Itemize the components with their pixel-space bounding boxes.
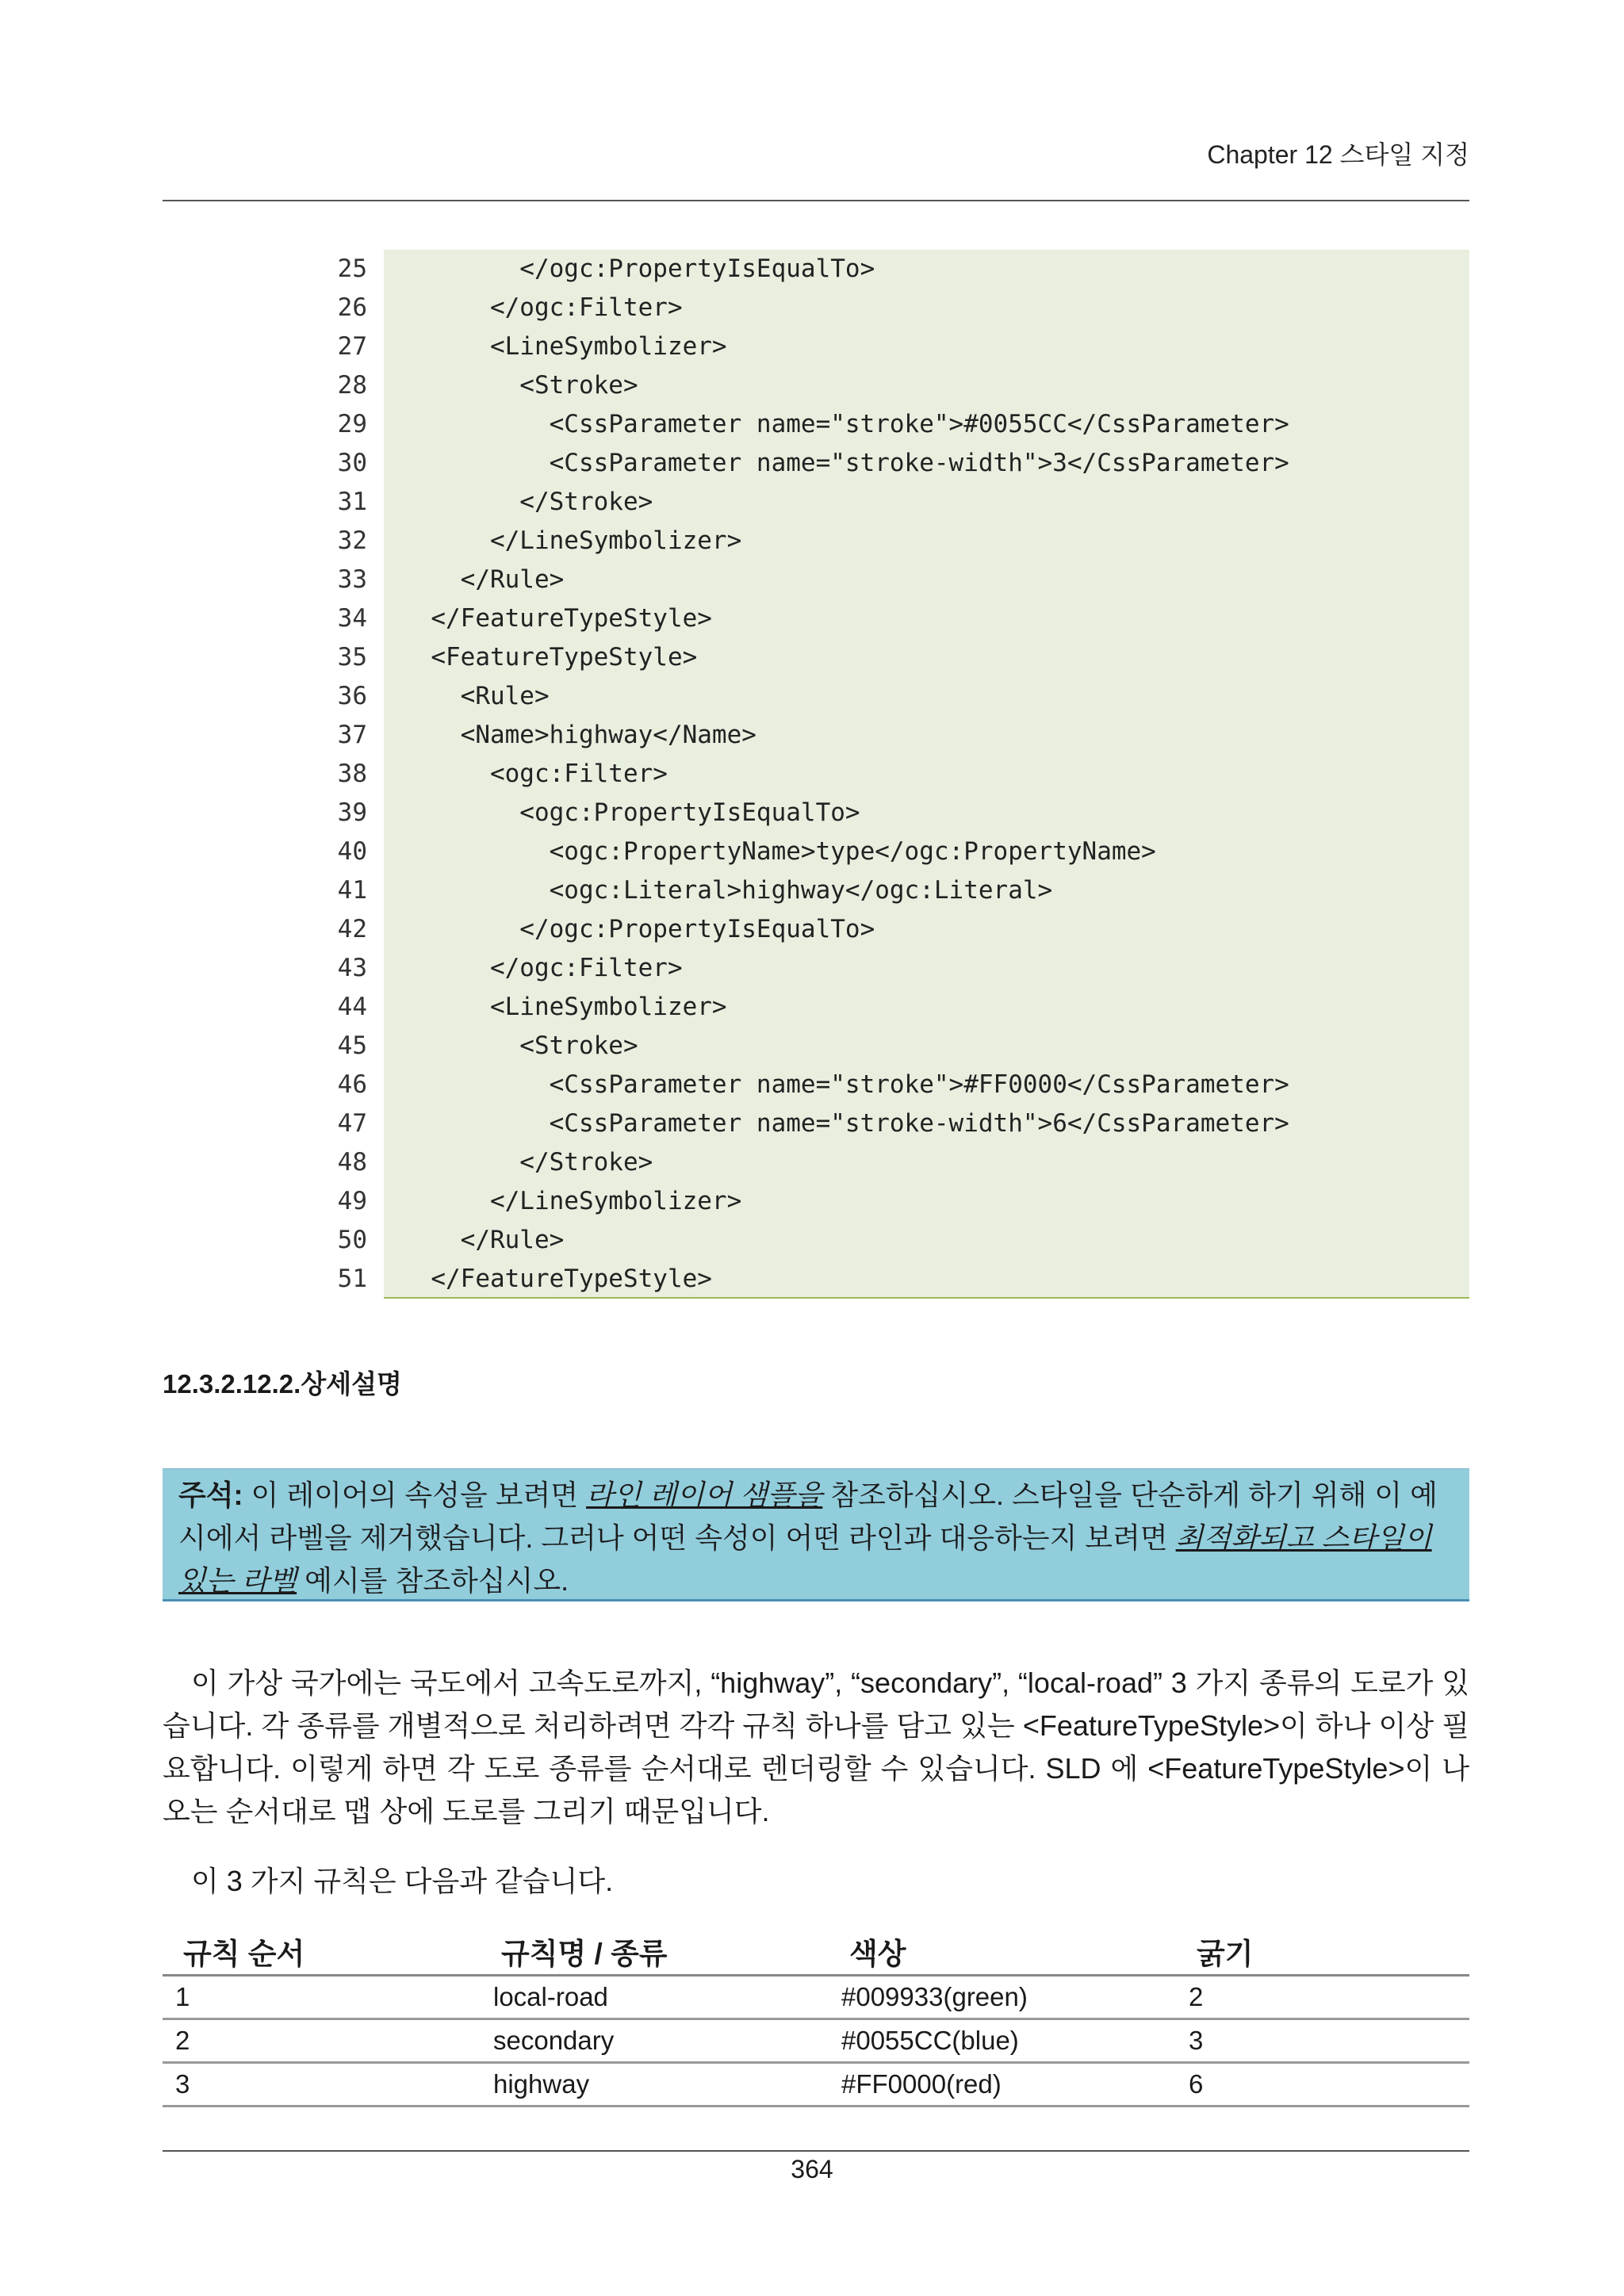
code-line	[163, 638, 1469, 677]
line-number: 37	[337, 721, 367, 749]
line-number: 32	[337, 526, 367, 555]
code-text: <ogc:Filter>	[384, 755, 1469, 794]
code-text: <CssParameter name="stroke-width">3</CssParameter>	[384, 444, 1469, 483]
chapter-title: Chapter 12 스타일 지정	[1207, 140, 1469, 169]
line-number: 27	[337, 332, 367, 361]
body-paragraph-2: 이 3 가지 규칙은 다음과 같습니다.	[191, 1865, 614, 1897]
code-line	[163, 1221, 1469, 1260]
code-text: <ogc:PropertyName>type</ogc:PropertyName>	[384, 832, 1469, 871]
line-number: 45	[337, 1031, 367, 1060]
note-label: 주석:	[178, 1479, 243, 1511]
code-line	[163, 366, 1469, 405]
code-text: <ogc:Literal>highway</ogc:Literal>	[384, 871, 1469, 910]
table-row	[163, 2063, 1469, 2107]
code-line	[163, 755, 1469, 794]
code-line	[163, 405, 1469, 444]
code-line	[163, 949, 1469, 988]
footer-divider	[163, 2150, 1469, 2152]
note-text-2: 참조하십시오. 스타일을 단순하게 하기 위해 이 예시에서 라벨을 제거했습니다. 그러나 어떤 속성이 어떤 라인과 대응하는지 보려면	[178, 1479, 1438, 1554]
code-text: </ogc:PropertyIsEqualTo>	[384, 250, 1469, 289]
code-line	[163, 716, 1469, 755]
cell-width: 2	[1176, 1976, 1469, 2019]
code-line	[163, 289, 1469, 327]
code-block	[163, 250, 1469, 1301]
code-line	[163, 444, 1469, 483]
page-number: 364	[791, 2155, 833, 2183]
line-number: 26	[337, 293, 367, 322]
code-text: </ogc:PropertyIsEqualTo>	[384, 910, 1469, 949]
header-width: 굵기	[1176, 1928, 1469, 1976]
code-line	[163, 599, 1469, 638]
line-number: 38	[337, 760, 367, 788]
code-text: </Stroke>	[384, 483, 1469, 522]
code-text: <LineSymbolizer>	[384, 988, 1469, 1027]
line-number: 49	[337, 1187, 367, 1215]
code-text: <CssParameter name="stroke">#0055CC</CssParameter>	[384, 405, 1469, 444]
code-line	[163, 327, 1469, 366]
code-text: </ogc:Filter>	[384, 289, 1469, 327]
code-line	[163, 1066, 1469, 1104]
line-number: 35	[337, 643, 367, 672]
table-header-row	[163, 1928, 1469, 1976]
code-text: </LineSymbolizer>	[384, 1182, 1469, 1221]
code-text: <Rule>	[384, 677, 1469, 716]
cell-color: #0055CC(blue)	[829, 2019, 1176, 2063]
header-color: 색상	[829, 1928, 1176, 1976]
section-title: 상세설명	[301, 1369, 402, 1399]
code-line	[163, 1182, 1469, 1221]
line-number: 44	[337, 993, 367, 1021]
code-text: </Rule>	[384, 1221, 1469, 1260]
cell-name: local-road	[481, 1976, 829, 2019]
code-line	[163, 1260, 1469, 1299]
line-layer-sample-link[interactable]: 라인 레이어 샘플을	[586, 1479, 823, 1511]
cell-width: 3	[1176, 2019, 1469, 2063]
code-text: <FeatureTypeStyle>	[384, 638, 1469, 677]
line-number: 51	[337, 1265, 367, 1293]
cell-color: #009933(green)	[829, 1976, 1176, 2019]
code-line	[163, 250, 1469, 289]
line-number: 34	[337, 604, 367, 633]
code-text: <Name>highway</Name>	[384, 716, 1469, 755]
code-line	[163, 794, 1469, 832]
line-number: 48	[337, 1148, 367, 1177]
line-number: 33	[337, 565, 367, 594]
code-text: </FeatureTypeStyle>	[384, 599, 1469, 638]
line-number: 50	[337, 1226, 367, 1254]
code-line	[163, 871, 1469, 910]
line-number: 41	[337, 876, 367, 905]
header-rule-order: 규칙 순서	[163, 1928, 481, 1976]
line-number: 28	[337, 371, 367, 400]
cell-order: 3	[163, 2063, 481, 2107]
line-number: 29	[337, 410, 367, 438]
code-line	[163, 910, 1469, 949]
note-text-3: 예시를 참조하십시오.	[297, 1564, 569, 1597]
section-heading	[163, 1364, 402, 1401]
code-text: </FeatureTypeStyle>	[384, 1260, 1469, 1299]
section-number: 12.3.2.12.2.	[163, 1369, 301, 1399]
optimized-label-link[interactable]: 최적화되고 스타일이 있는 라벨	[178, 1521, 1432, 1597]
note-box	[163, 1468, 1469, 1601]
code-line	[163, 561, 1469, 599]
cell-name: secondary	[481, 2019, 829, 2063]
code-line	[163, 1027, 1469, 1066]
line-number: 46	[337, 1070, 367, 1099]
code-text: <Stroke>	[384, 366, 1469, 405]
code-text: </Rule>	[384, 561, 1469, 599]
code-text: <CssParameter name="stroke">#FF0000</CssParameter>	[384, 1066, 1469, 1104]
code-text: </Stroke>	[384, 1143, 1469, 1182]
header-rule-name: 규칙명 / 종류	[481, 1928, 829, 1976]
code-line	[163, 832, 1469, 871]
table-row	[163, 2019, 1469, 2063]
line-number: 31	[337, 488, 367, 516]
cell-name: highway	[481, 2063, 829, 2107]
code-line	[163, 988, 1469, 1027]
code-text: <LineSymbolizer>	[384, 327, 1469, 366]
line-number: 36	[337, 682, 367, 710]
code-text: </ogc:Filter>	[384, 949, 1469, 988]
line-number: 47	[337, 1109, 367, 1138]
cell-width: 6	[1176, 2063, 1469, 2107]
code-line	[163, 483, 1469, 522]
code-line	[163, 522, 1469, 561]
code-line	[163, 677, 1469, 716]
line-number: 25	[337, 254, 367, 283]
code-line	[163, 1104, 1469, 1143]
line-number: 40	[337, 837, 367, 866]
cell-order: 2	[163, 2019, 481, 2063]
rules-table	[163, 1928, 1469, 2107]
code-line	[163, 1143, 1469, 1182]
cell-color: #FF0000(red)	[829, 2063, 1176, 2107]
code-text: <CssParameter name="stroke-width">6</CssParameter>	[384, 1104, 1469, 1143]
note-text-1: 이 레이어의 속성을 보려면	[243, 1479, 587, 1511]
code-text: <ogc:PropertyIsEqualTo>	[384, 794, 1469, 832]
line-number: 43	[337, 954, 367, 982]
code-text: </LineSymbolizer>	[384, 522, 1469, 561]
line-number: 39	[337, 798, 367, 827]
table-row	[163, 1976, 1469, 2019]
page-header	[163, 127, 1469, 201]
code-text: <Stroke>	[384, 1027, 1469, 1066]
line-number: 30	[337, 449, 367, 477]
body-paragraph-1: 이 가상 국가에는 국도에서 고속도로까지, “highway”, “secondary”, “local-road” 3 가지 종류의 도로가 있습니다. 각 종류를 개별적으로 처리하려면 각각 규칙 하나를 담고 있는 <FeatureTypeStyle>이 하나 이상 필요합니다. 이렇게 하면 각 도로 종류를 순서대로 렌더링할 수 있습니다. SLD 에 <FeatureTypeStyle>이 나오는 순서대로 맵 상에 도로를 그리기 때문입니다.	[163, 1667, 1469, 1827]
cell-order: 1	[163, 1976, 481, 2019]
line-number: 42	[337, 915, 367, 943]
